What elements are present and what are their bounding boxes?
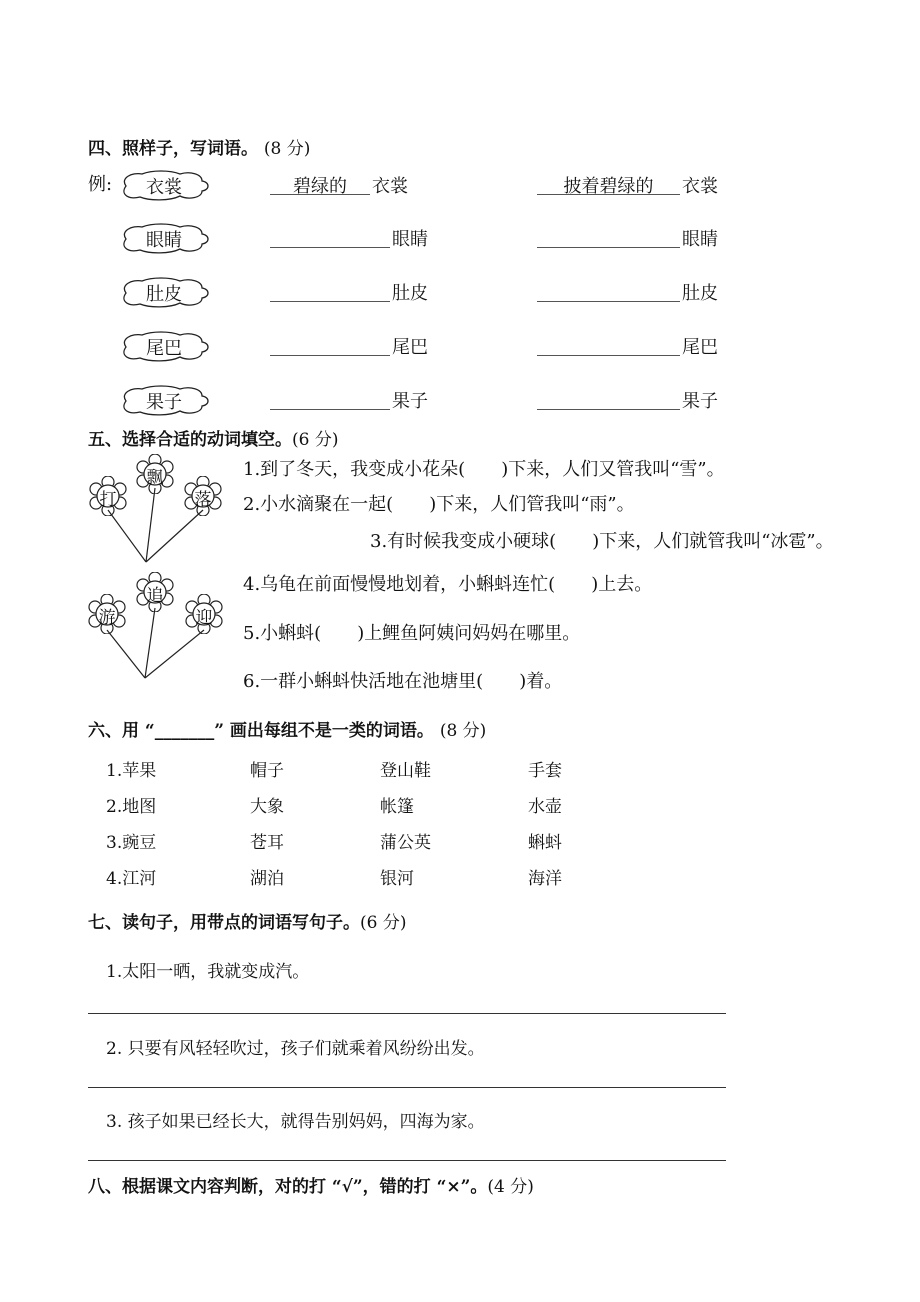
section8-score: (4 分) bbox=[487, 1177, 534, 1197]
flower-option bbox=[135, 454, 175, 494]
answer-line[interactable] bbox=[270, 354, 390, 356]
word-option[interactable]: 帐篷 bbox=[380, 797, 414, 817]
fill-answer-2: 披着碧绿的 bbox=[563, 176, 654, 197]
word-option[interactable]: 湖泊 bbox=[250, 869, 284, 889]
section6-title: 六、用 “_______” 画出每组不是一类的词语。 (8 分) bbox=[88, 721, 487, 741]
word-option[interactable]: 1.苹果 bbox=[106, 761, 157, 781]
example-sentence: 2. 只要有风轻轻吹过，孩子们就乘着风纷纷出发。 bbox=[106, 1039, 485, 1059]
answer-line[interactable] bbox=[537, 354, 680, 356]
flower-label: 迎 bbox=[195, 608, 213, 628]
word-cloud bbox=[118, 329, 210, 363]
writing-line[interactable] bbox=[88, 1087, 726, 1088]
row-noun: 尾巴 bbox=[682, 337, 718, 358]
section5-title: 五、选择合适的动词填空。(6 分) bbox=[88, 430, 339, 450]
section8-title: 八、根据课文内容判断，对的打 “√”，错的打 “×”。(4 分) bbox=[88, 1177, 534, 1197]
section5-score: (6 分) bbox=[292, 430, 339, 450]
cloud-word: 衣裳 bbox=[146, 177, 182, 198]
cloud-word: 眼睛 bbox=[146, 230, 182, 251]
answer-line[interactable] bbox=[537, 246, 680, 248]
answer-line bbox=[270, 193, 370, 195]
underline-mark: _______ bbox=[154, 721, 215, 741]
fill-sentence: 3.有时候我变成小硬球( )下来，人们就管我叫“冰雹”。 bbox=[370, 531, 834, 552]
word-option[interactable]: 苍耳 bbox=[250, 833, 284, 853]
row-noun: 果子 bbox=[682, 391, 718, 412]
writing-line[interactable] bbox=[88, 1013, 726, 1014]
example-label: 例: bbox=[88, 174, 113, 195]
word-option[interactable]: 银河 bbox=[380, 869, 414, 889]
fill-sentence: 1.到了冬天，我变成小花朵( )下来，人们又管我叫“雪”。 bbox=[243, 459, 725, 480]
flower-label: 落 bbox=[194, 490, 212, 510]
row-noun: 衣裳 bbox=[372, 176, 408, 197]
answer-line[interactable] bbox=[537, 300, 680, 302]
flower-option bbox=[88, 476, 128, 516]
answer-line[interactable] bbox=[270, 408, 390, 410]
word-option[interactable]: 大象 bbox=[250, 797, 284, 817]
flower-label: 打 bbox=[99, 490, 117, 510]
fill-sentence: 2.小水滴聚在一起( )下来，人们管我叫“雨”。 bbox=[243, 494, 635, 515]
word-cloud bbox=[118, 383, 210, 417]
fill-sentence: 4.乌龟在前面慢慢地划着，小蝌蚪连忙( )上去。 bbox=[243, 574, 653, 595]
cloud-word: 肚皮 bbox=[146, 284, 182, 305]
section4-score: (8 分) bbox=[263, 139, 311, 159]
cloud-word: 尾巴 bbox=[146, 338, 182, 359]
flower-label: 游 bbox=[98, 608, 116, 628]
word-option[interactable]: 蒲公英 bbox=[380, 833, 431, 853]
example-sentence: 3. 孩子如果已经长大，就得告别妈妈，四海为家。 bbox=[106, 1112, 485, 1132]
row-noun: 果子 bbox=[392, 391, 428, 412]
section4-title: 四、照样子，写词语。 (8 分) bbox=[88, 139, 311, 159]
word-option[interactable]: 3.豌豆 bbox=[106, 833, 157, 853]
row-noun: 衣裳 bbox=[682, 176, 718, 197]
word-option[interactable]: 帽子 bbox=[250, 761, 284, 781]
row-noun: 肚皮 bbox=[682, 283, 718, 304]
writing-line[interactable] bbox=[88, 1160, 726, 1161]
answer-line bbox=[537, 193, 680, 195]
answer-line[interactable] bbox=[270, 246, 390, 248]
fill-sentence: 5.小蝌蚪( )上鲤鱼阿姨问妈妈在哪里。 bbox=[243, 623, 581, 644]
flower-option bbox=[184, 594, 224, 634]
word-option[interactable]: 蝌蚪 bbox=[528, 833, 562, 853]
word-cloud bbox=[118, 168, 210, 202]
word-cloud bbox=[118, 221, 210, 255]
section6-score: (8 分) bbox=[439, 721, 487, 741]
flower-label: 追 bbox=[146, 586, 164, 606]
section7-score: (6 分) bbox=[360, 913, 407, 933]
word-option[interactable]: 登山鞋 bbox=[380, 761, 431, 781]
word-cloud bbox=[118, 275, 210, 309]
row-noun: 肚皮 bbox=[392, 283, 428, 304]
fill-sentence: 6.一群小蝌蚪快活地在池塘里( )着。 bbox=[243, 671, 563, 692]
word-option[interactable]: 手套 bbox=[528, 761, 562, 781]
answer-line[interactable] bbox=[537, 408, 680, 410]
example-sentence: 1.太阳一晒，我就变成汽。 bbox=[106, 962, 310, 982]
section7-title: 七、读句子，用带点的词语写句子。(6 分) bbox=[88, 913, 407, 933]
answer-line[interactable] bbox=[270, 300, 390, 302]
row-noun: 尾巴 bbox=[392, 337, 428, 358]
flower-option bbox=[87, 594, 127, 634]
word-option[interactable]: 4.江河 bbox=[106, 869, 157, 889]
word-option[interactable]: 海洋 bbox=[528, 869, 562, 889]
row-noun: 眼睛 bbox=[392, 229, 428, 250]
flower-option bbox=[135, 572, 175, 612]
flower-label: 飘 bbox=[146, 468, 164, 488]
row-noun: 眼睛 bbox=[682, 229, 718, 250]
word-option[interactable]: 2.地图 bbox=[106, 797, 157, 817]
word-option[interactable]: 水壶 bbox=[528, 797, 562, 817]
fill-answer-1: 碧绿的 bbox=[293, 176, 347, 197]
cloud-word: 果子 bbox=[146, 392, 182, 413]
flower-option bbox=[183, 476, 223, 516]
